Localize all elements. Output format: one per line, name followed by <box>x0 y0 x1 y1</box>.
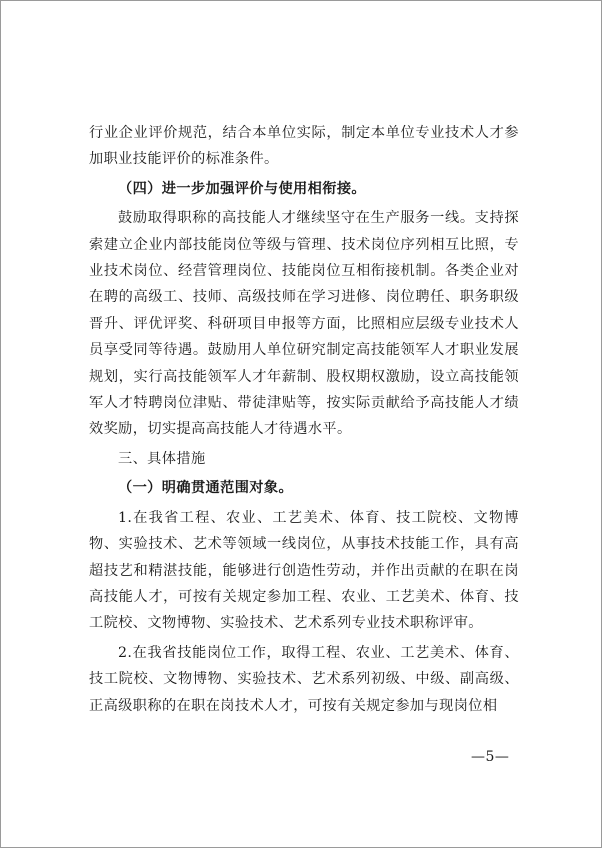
document-body <box>89 120 519 719</box>
paragraph-encourage: 鼓励取得职称的高技能人才继续坚守在生产服务一线。支持探索建立企业内部技能岗位等级与管理、技术岗位序列相互比照，专业技术岗位、经营管理岗位、技能岗位互相衔接机制。各类企业对在聘的高级工、技师、高级技师在学习进修、岗位聘任、职务职级晋升、评优评奖、科研项目申报等方面，比照相应层级专业技术人员享受同等待遇。鼓励用人单位研究制定高技能领军人才职业发展规划，实行高技能领军人才年薪制、股权期权激励，设立高技能领军人才特聘岗位津贴、带徒津贴等，按实际贡献给予高技能人才绩效奖励，切实提高高技能人才待遇水平。 <box>89 210 519 438</box>
section-heading-one: （一）明确贯通范围对象。 <box>118 480 294 497</box>
chapter-heading-measures: 三、具体措施 <box>118 450 206 467</box>
page-number: —5— <box>471 749 510 765</box>
paragraph-item-two: 2.在我省技能岗位工作，取得工程、农业、工艺美术、体育、技工院校、文物博物、实验技术、艺术系列初级、中级、副高级、正高级职称的在职在岗技术人才，可按有关规定参加与现岗位相 <box>89 644 519 714</box>
paragraph-item-one: 1.在我省工程、农业、工艺美术、体育、技工院校、文物博物、实验技术、艺术等领域一线岗位，从事技术技能工作，具有高超技艺和精湛技能，能够进行创造性劳动，并作出贡献的在职在岗高技能人才，可按有关规定参加工程、农业、工艺美术、体育、技工院校、文物博物、实验技术、艺术系列专业技术职称评审。 <box>89 509 519 632</box>
paragraph-continuation: 行业企业评价规范，结合本单位实际，制定本单位专业技术人才参加职业技能评价的标准条件。 <box>89 125 519 168</box>
section-heading-four: （四）进一步加强评价与使用相衔接。 <box>118 180 366 197</box>
